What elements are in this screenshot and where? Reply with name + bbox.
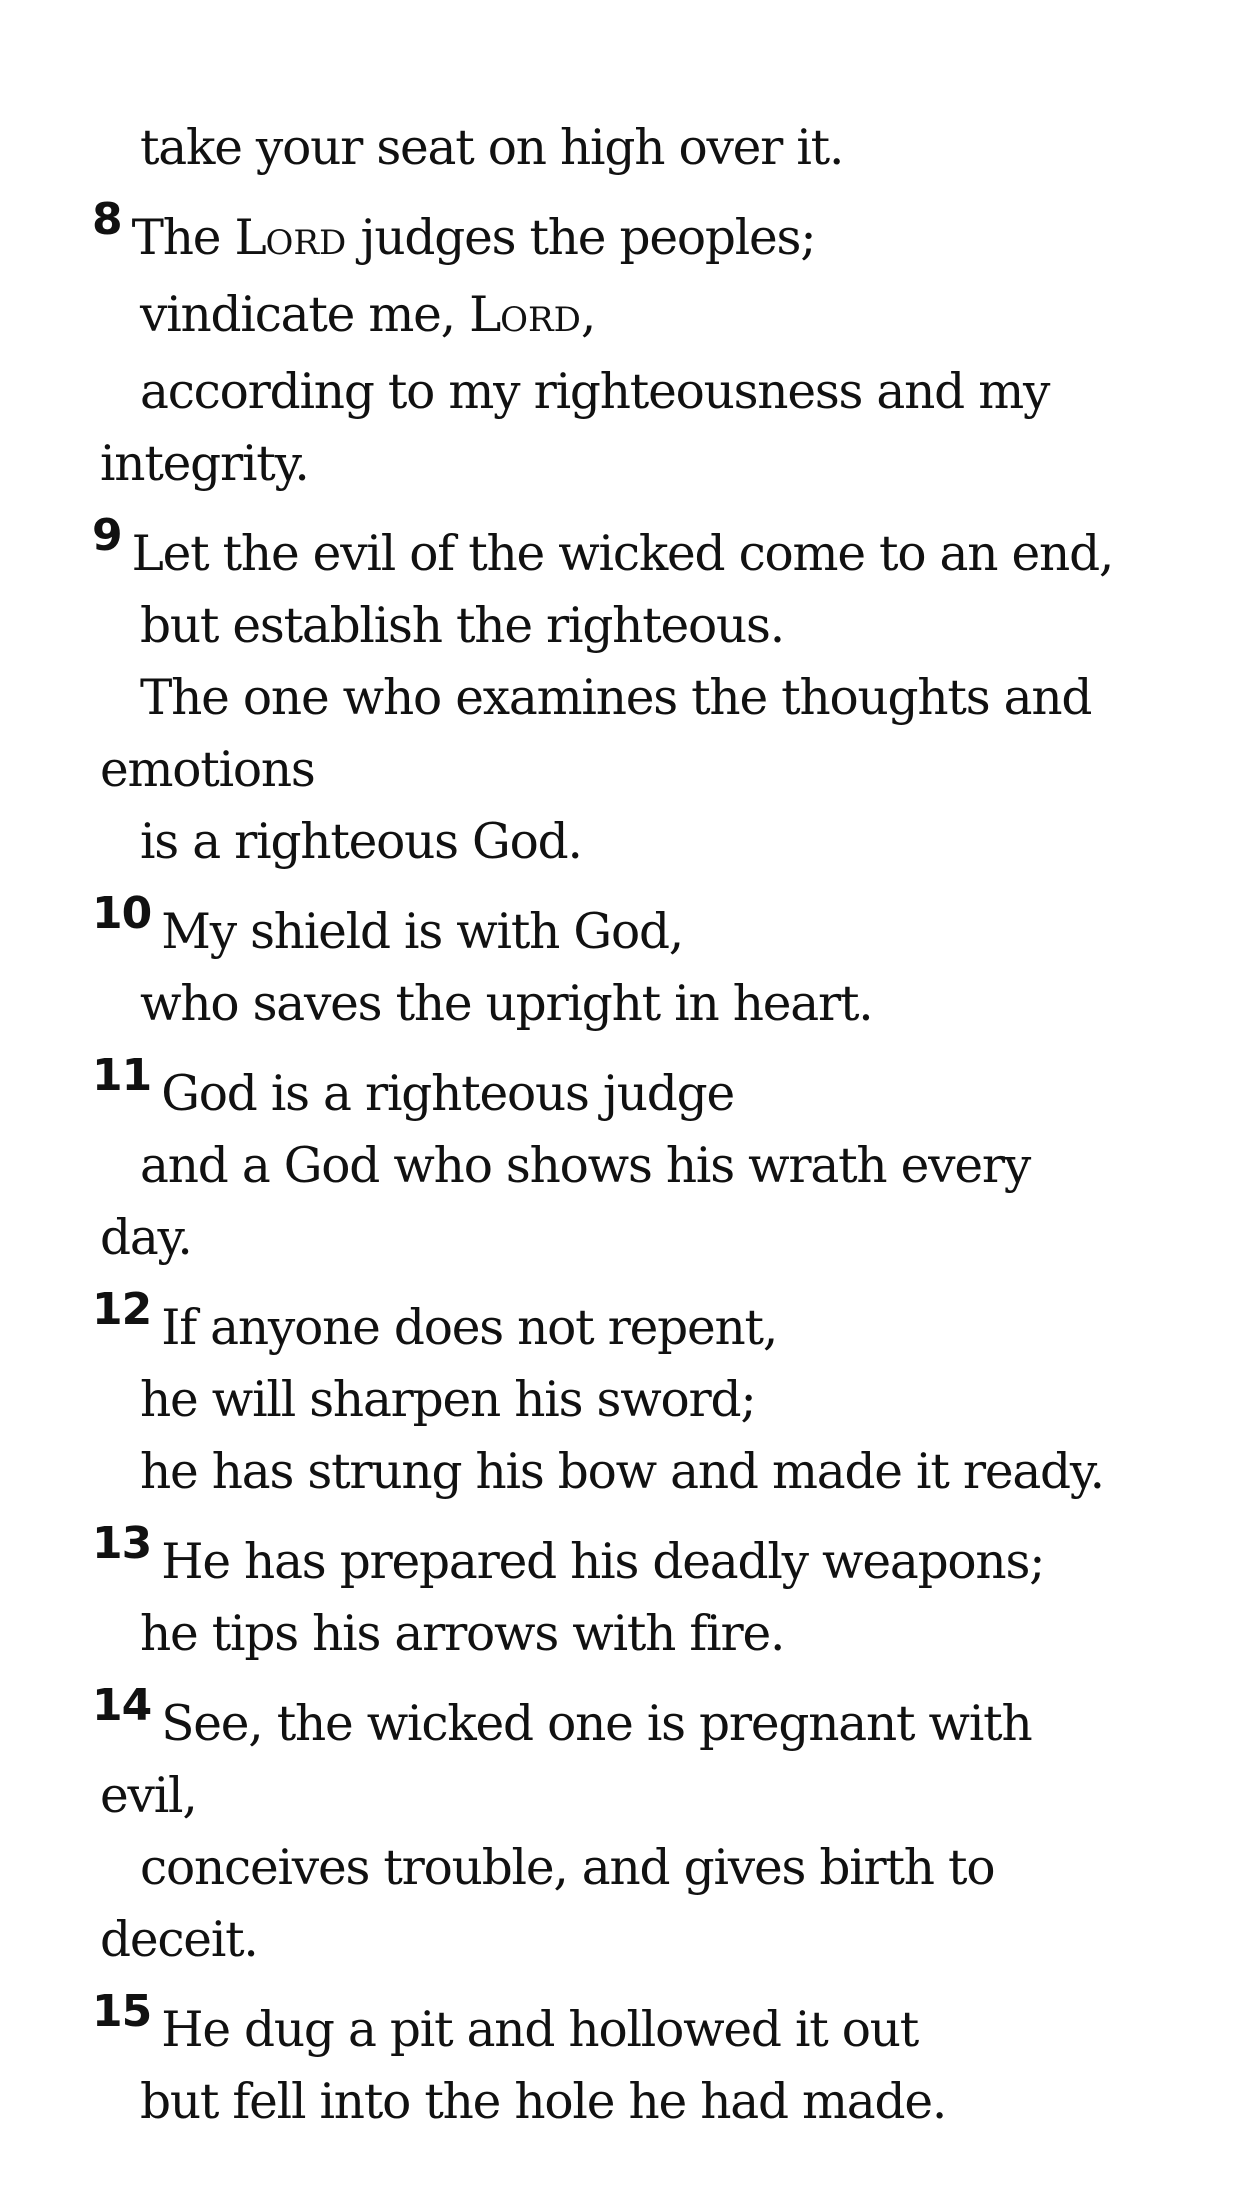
verse-line [92, 1518, 1202, 1598]
verse-line: he will sharpen his sword; [140, 1372, 756, 1428]
verse-line-continuation: emotions [100, 742, 315, 798]
verse-text: vindicate me, [140, 287, 470, 343]
verse-line-continuation: integrity. [100, 436, 309, 492]
verse-line: take your seat on high over it. [140, 120, 844, 176]
verse-number[interactable]: 13 [92, 1518, 152, 1569]
verse-text: The [131, 210, 235, 266]
verse-text: judges the peoples; [346, 210, 816, 266]
verse-9 [92, 510, 1202, 878]
verse-text: See, the wicked one is pregnant with [161, 1696, 1032, 1752]
verse-line: he tips his arrows with fire. [140, 1606, 785, 1662]
verse-10 [92, 888, 1202, 1040]
verse-line: conceives trouble, and gives birth to [140, 1840, 995, 1896]
verse-number[interactable]: 10 [92, 888, 152, 939]
verse-7-tail [92, 112, 1202, 184]
verse-11 [92, 1050, 1202, 1274]
verse-line: who saves the upright in heart. [140, 976, 873, 1032]
verse-number[interactable]: 11 [92, 1050, 152, 1101]
verse-line: and a God who shows his wrath every [140, 1138, 1031, 1194]
verse-line [92, 510, 1202, 590]
verse-text: He has prepared his deadly weapons; [161, 1534, 1045, 1590]
verse-number[interactable]: 8 [92, 194, 122, 245]
verse-text: My shield is with God, [161, 904, 684, 960]
verse-14 [92, 1680, 1202, 1976]
verse-line: according to my righteousness and my [140, 364, 1050, 420]
verse-number[interactable]: 14 [92, 1680, 152, 1731]
verse-line [92, 1680, 1202, 1760]
verse-text: , [580, 287, 596, 343]
verse-15 [92, 1986, 1202, 2138]
verse-line [92, 1050, 1202, 1130]
verse-text: God is a righteous judge [161, 1066, 734, 1122]
verse-line-continuation: evil, [100, 1768, 197, 1824]
verse-line-continuation: day. [100, 1210, 192, 1266]
scripture-passage[interactable] [92, 112, 1202, 2138]
divine-name-initial: L [234, 210, 266, 266]
verse-line: The one who examines the thoughts and [140, 670, 1092, 726]
verse-text: He dug a pit and hollowed it out [161, 2002, 919, 2058]
verse-number[interactable]: 9 [92, 510, 122, 561]
verse-13 [92, 1518, 1202, 1670]
divine-name-small-caps: ORD [265, 223, 347, 263]
verse-8 [92, 194, 1202, 500]
verse-12 [92, 1284, 1202, 1508]
divine-name-initial: L [469, 287, 501, 343]
divine-name-small-caps: ORD [500, 300, 581, 340]
verse-line: but fell into the hole he had made. [140, 2074, 947, 2130]
verse-line [92, 888, 1202, 968]
verse-line: he has strung his bow and made it ready. [140, 1444, 1104, 1500]
verse-number[interactable]: 15 [92, 1986, 152, 2037]
verse-line-continuation: deceit. [100, 1912, 258, 1968]
verse-line: is a righteous God. [140, 814, 582, 870]
verse-line [92, 1986, 1202, 2066]
verse-text: If anyone does not repent, [161, 1300, 778, 1356]
verse-line: but establish the righteous. [140, 598, 784, 654]
verse-line [92, 1284, 1202, 1364]
verse-line [92, 194, 1202, 279]
verse-text: Let the evil of the wicked come to an end, [131, 526, 1114, 582]
verse-line [92, 279, 1202, 356]
verse-number[interactable]: 12 [92, 1284, 152, 1335]
